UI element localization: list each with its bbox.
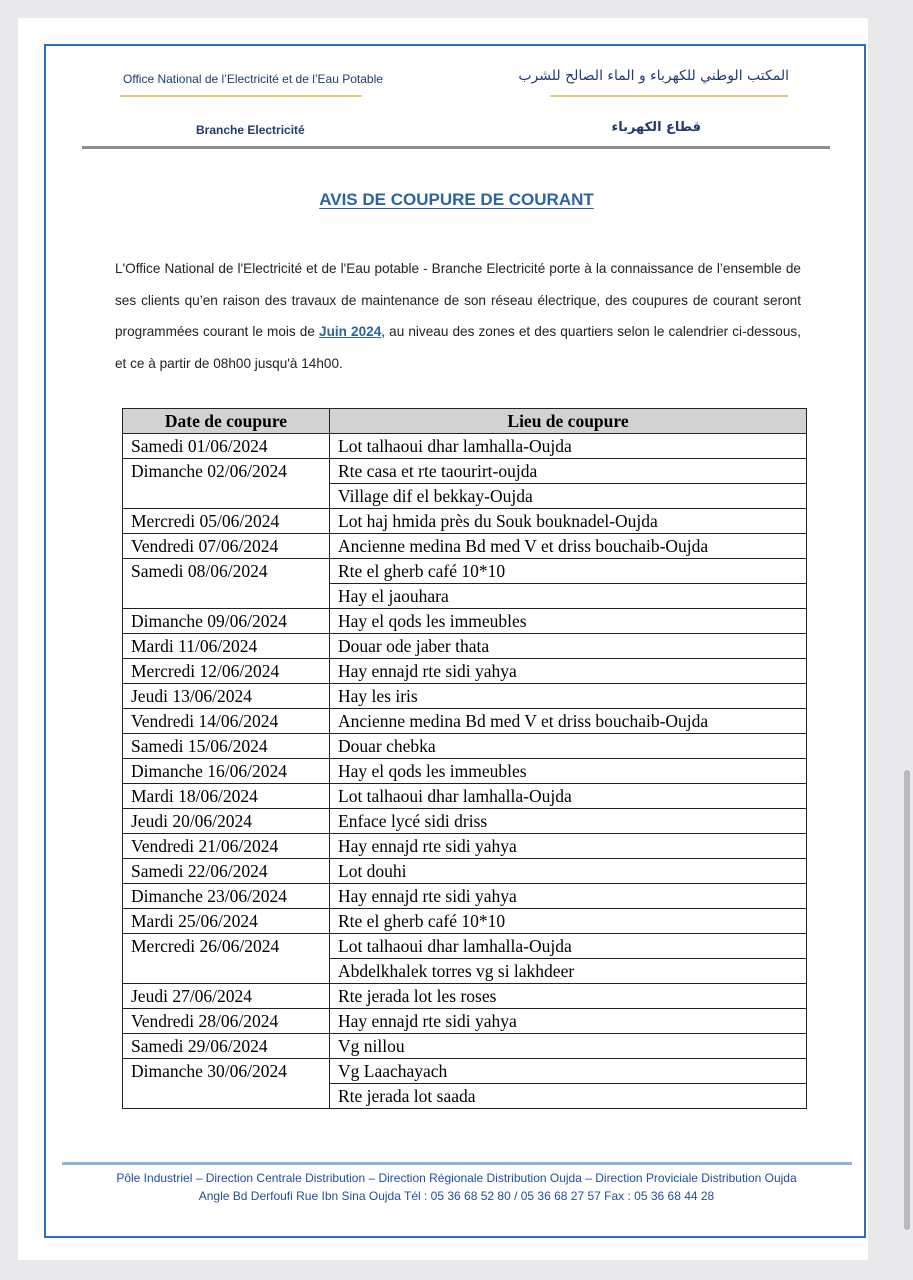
place-cell: Hay el jaouhara — [330, 584, 807, 609]
date-cell: Vendredi 28/06/2024 — [123, 1009, 330, 1034]
table-row — [123, 1059, 807, 1084]
header-divider — [82, 146, 830, 149]
date-cell: Mardi 18/06/2024 — [123, 784, 330, 809]
footer-divider — [62, 1162, 852, 1165]
place-cell: Enface lycé sidi driss — [330, 809, 807, 834]
table-row — [123, 859, 807, 884]
place-cell: Lot haj hmida près du Souk bouknadel-Oujda — [330, 509, 807, 534]
table-row — [123, 834, 807, 859]
header-underline-fr — [120, 95, 362, 97]
branch-name-ar: قطاع الكهرباء — [611, 120, 701, 135]
table-row — [123, 659, 807, 684]
date-cell — [123, 1084, 330, 1109]
table-row — [123, 509, 807, 534]
date-cell: Dimanche 16/06/2024 — [123, 759, 330, 784]
date-cell — [123, 959, 330, 984]
footer-address-line-1: Pôle Industriel – Direction Centrale Distribution – Direction Régionale Distribution Oujda – Direction Proviciale Distribution Oujda — [116, 1171, 797, 1185]
table-row — [123, 459, 807, 484]
column-header-place: Lieu de coupure — [330, 409, 807, 434]
date-cell: Mercredi 26/06/2024 — [123, 934, 330, 959]
table-row — [123, 559, 807, 584]
date-cell: Jeudi 13/06/2024 — [123, 684, 330, 709]
table-row — [123, 684, 807, 709]
date-cell: Vendredi 14/06/2024 — [123, 709, 330, 734]
place-cell: Lot talhaoui dhar lamhalla-Oujda — [330, 784, 807, 809]
date-cell: Samedi 15/06/2024 — [123, 734, 330, 759]
date-cell: Dimanche 09/06/2024 — [123, 609, 330, 634]
table-row — [123, 584, 807, 609]
date-cell: Jeudi 20/06/2024 — [123, 809, 330, 834]
date-cell: Mardi 25/06/2024 — [123, 909, 330, 934]
table-row — [123, 809, 807, 834]
date-cell: Dimanche 02/06/2024 — [123, 459, 330, 484]
table-row — [123, 1009, 807, 1034]
notice-title-block — [0, 190, 913, 210]
org-name-fr: Office National de l’Electricité et de l’Eau Potable — [123, 72, 383, 86]
intro-text-end: , au niveau des zones et des quartiers selon le calendrier ci-dessous, et ce à partir de 08h00 jusqu'à 14h00. — [115, 324, 801, 371]
header-underline-ar — [550, 95, 788, 97]
org-name-ar: المكتب الوطني للكهرباء و الماء الصالح للشرب — [518, 68, 789, 84]
place-cell: Abdelkhalek torres vg si lakhdeer — [330, 959, 807, 984]
date-cell: Vendredi 21/06/2024 — [123, 834, 330, 859]
notice-title: AVIS DE COUPURE DE COURANT — [319, 190, 594, 209]
branch-name-fr: Branche Electricité — [196, 123, 305, 137]
place-cell: Lot douhi — [330, 859, 807, 884]
place-cell: Rte el gherb café 10*10 — [330, 909, 807, 934]
date-cell: Dimanche 23/06/2024 — [123, 884, 330, 909]
place-cell: Village dif el bekkay-Oujda — [330, 484, 807, 509]
date-cell: Mardi 11/06/2024 — [123, 634, 330, 659]
place-cell: Hay ennajd rte sidi yahya — [330, 884, 807, 909]
scrollbar[interactable] — [904, 770, 910, 1230]
outage-schedule-table — [122, 408, 807, 1109]
table-row — [123, 634, 807, 659]
table-row — [123, 784, 807, 809]
table-row — [123, 934, 807, 959]
place-cell: Hay ennajd rte sidi yahya — [330, 659, 807, 684]
place-cell: Hay les iris — [330, 684, 807, 709]
table-row — [123, 434, 807, 459]
table-row — [123, 1084, 807, 1109]
place-cell: Ancienne medina Bd med V et driss bouchaib-Oujda — [330, 534, 807, 559]
date-cell: Mercredi 12/06/2024 — [123, 659, 330, 684]
column-header-date: Date de coupure — [123, 409, 330, 434]
place-cell: Rte jerada lot les roses — [330, 984, 807, 1009]
date-cell — [123, 584, 330, 609]
table-row — [123, 959, 807, 984]
place-cell: Rte jerada lot saada — [330, 1084, 807, 1109]
table-row — [123, 759, 807, 784]
place-cell: Hay el qods les immeubles — [330, 759, 807, 784]
intro-month: Juin 2024 — [319, 324, 382, 339]
table-row — [123, 1034, 807, 1059]
date-cell: Vendredi 07/06/2024 — [123, 534, 330, 559]
place-cell: Lot talhaoui dhar lamhalla-Oujda — [330, 934, 807, 959]
table-row — [123, 484, 807, 509]
place-cell: Lot talhaoui dhar lamhalla-Oujda — [330, 434, 807, 459]
date-cell: Dimanche 30/06/2024 — [123, 1059, 330, 1084]
place-cell: Vg nillou — [330, 1034, 807, 1059]
table-row — [123, 884, 807, 909]
table-row — [123, 734, 807, 759]
table-row — [123, 709, 807, 734]
date-cell: Samedi 29/06/2024 — [123, 1034, 330, 1059]
place-cell: Hay ennajd rte sidi yahya — [330, 1009, 807, 1034]
place-cell: Douar chebka — [330, 734, 807, 759]
intro-paragraph — [115, 253, 801, 379]
place-cell: Hay ennajd rte sidi yahya — [330, 834, 807, 859]
table-body — [123, 434, 807, 1109]
date-cell: Mercredi 05/06/2024 — [123, 509, 330, 534]
place-cell: Vg Laachayach — [330, 1059, 807, 1084]
place-cell: Ancienne medina Bd med V et driss bouchaib-Oujda — [330, 709, 807, 734]
place-cell: Rte el gherb café 10*10 — [330, 559, 807, 584]
intro-text-start: L'Office National de l'Electricité et de l'Eau potable - Branche Electricité porte à la connaissance de l’ensemble de ses clients qu’en raison des travaux de maintenance de son réseau électrique, des coupures de courant seront programmées courant le mois de — [115, 261, 801, 339]
date-cell — [123, 484, 330, 509]
table-row — [123, 609, 807, 634]
table-row — [123, 909, 807, 934]
date-cell: Samedi 08/06/2024 — [123, 559, 330, 584]
date-cell: Samedi 22/06/2024 — [123, 859, 330, 884]
table-header-row — [123, 409, 807, 434]
date-cell: Jeudi 27/06/2024 — [123, 984, 330, 1009]
table-row — [123, 984, 807, 1009]
date-cell: Samedi 01/06/2024 — [123, 434, 330, 459]
place-cell: Hay el qods les immeubles — [330, 609, 807, 634]
table-row — [123, 534, 807, 559]
place-cell: Rte casa et rte taourirt-oujda — [330, 459, 807, 484]
footer-address-line-2: Angle Bd Derfoufi Rue Ibn Sina Oujda Tél : 05 36 68 52 80 / 05 36 68 27 57 Fax : 05 36 68 44 28 — [198, 1189, 715, 1203]
place-cell: Douar ode jaber thata — [330, 634, 807, 659]
